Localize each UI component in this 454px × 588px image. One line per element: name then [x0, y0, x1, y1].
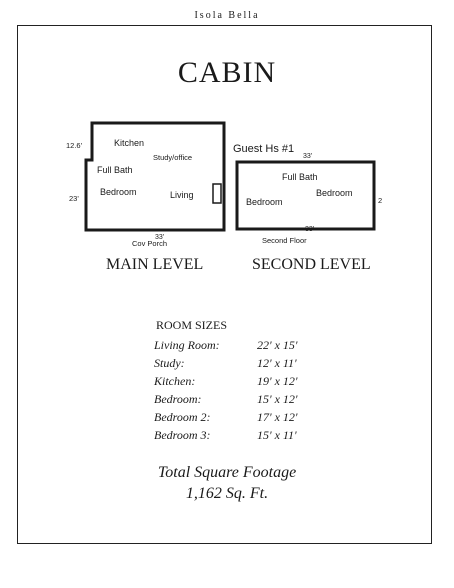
room-full-bath: Full Bath — [97, 165, 133, 175]
second-level-caption: SECOND LEVEL — [252, 256, 371, 273]
dim-left-upper: 12.6' — [66, 141, 83, 150]
table-row — [154, 392, 297, 410]
total-value: 1,162 Sq. Ft. — [185, 485, 269, 502]
total-label: Total Square Footage — [157, 464, 297, 481]
main-plan-walls — [86, 123, 224, 230]
guest-title-dim: 33' — [303, 153, 313, 160]
guest-room-bedroom-2: Bedroom — [246, 197, 283, 207]
main-level-caption: MAIN LEVEL — [106, 256, 204, 273]
guest-dim-bottom: 33' — [305, 226, 315, 233]
table-row — [154, 338, 297, 356]
table-row — [154, 374, 297, 392]
room-size: 15' x 11' — [257, 428, 297, 442]
room-size: 15' x 12' — [257, 392, 298, 406]
dim-bottom: 33' — [155, 234, 165, 241]
room-size: 22' x 15' — [257, 338, 298, 352]
room-name: Bedroom 2: — [154, 410, 211, 424]
guest-room-full-bath: Full Bath — [282, 172, 318, 182]
main-plan-door — [213, 184, 221, 203]
table-row — [154, 428, 297, 446]
dim-left-lower: 23' — [69, 194, 79, 203]
label-second-floor: Second Floor — [262, 236, 307, 245]
page-title: CABIN — [177, 56, 277, 89]
room-size: 12' x 11' — [257, 356, 297, 370]
room-name: Bedroom 3: — [154, 428, 211, 442]
brand-header: Isola Bella — [194, 10, 260, 21]
room-study-office: Study/office — [153, 153, 193, 162]
guest-house-plan — [233, 143, 382, 245]
room-size: 19' x 12' — [257, 374, 298, 388]
main-level-plan — [66, 123, 224, 248]
room-living: Living — [170, 190, 194, 200]
room-name: Living Room: — [154, 338, 220, 352]
room-name: Kitchen: — [154, 374, 196, 388]
table-row — [154, 410, 297, 428]
room-kitchen: Kitchen — [114, 138, 145, 148]
room-sizes-heading: ROOM SIZES — [156, 318, 228, 332]
total-square-footage — [0, 462, 454, 504]
room-name: Study: — [154, 356, 185, 370]
guest-house-title: Guest Hs #1 — [233, 143, 295, 155]
label-cov-porch: Cov Porch — [132, 239, 168, 248]
room-name: Bedroom: — [154, 392, 202, 406]
room-sizes-table — [154, 338, 297, 446]
room-size: 17' x 12' — [257, 410, 298, 424]
guest-dim-right: 2 — [378, 196, 383, 205]
room-bedroom: Bedroom — [100, 187, 137, 197]
table-row — [154, 356, 297, 374]
guest-room-bedroom: Bedroom — [316, 188, 353, 198]
